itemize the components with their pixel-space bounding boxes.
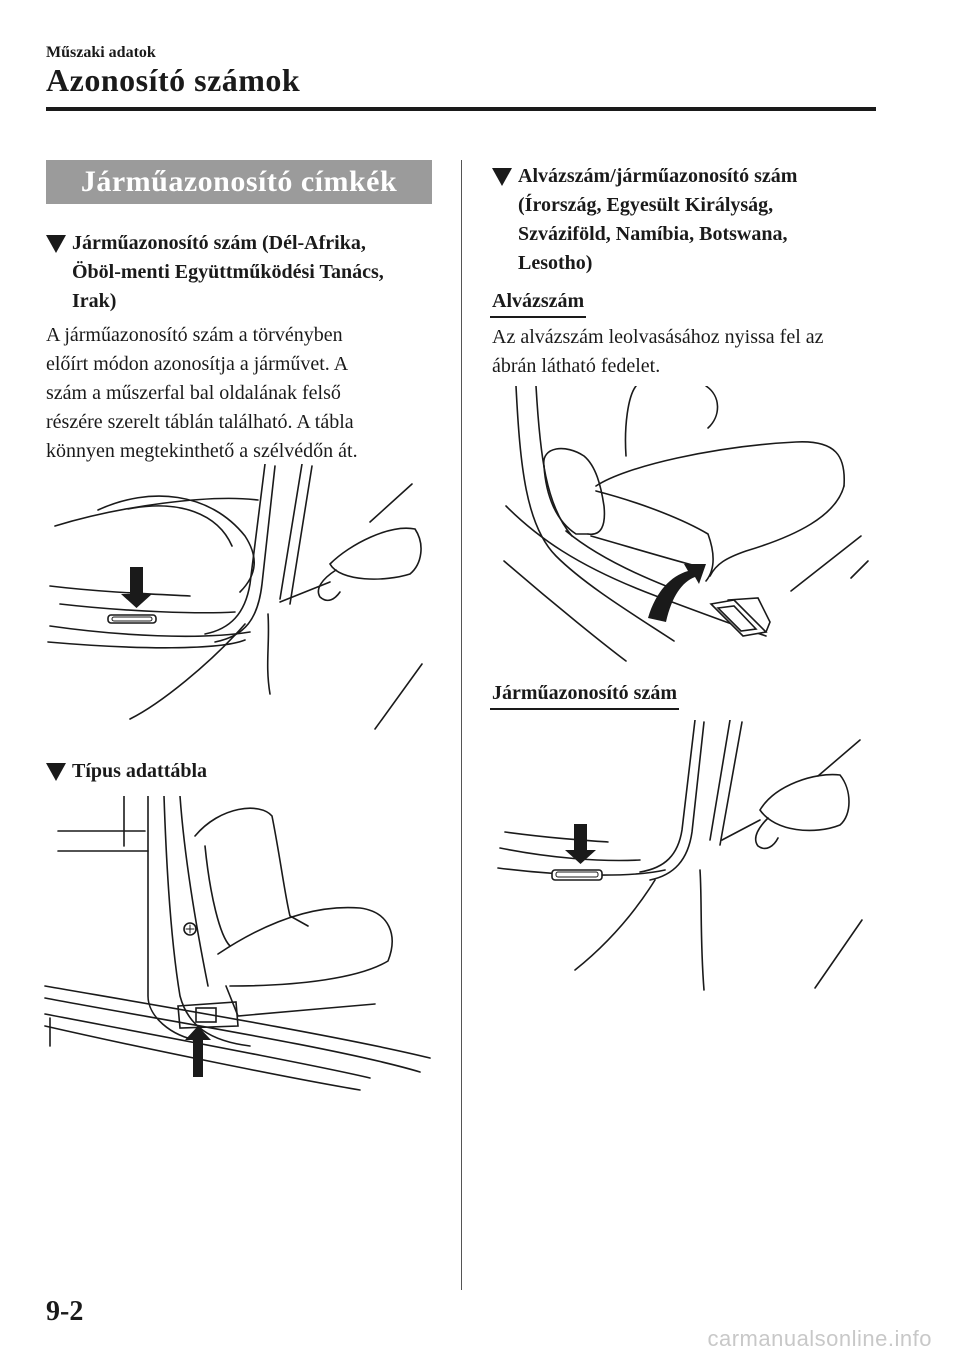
heading-line: Típus adattábla — [72, 760, 208, 782]
down-triangle-icon — [46, 763, 66, 781]
text-line: szám a műszerfal bal oldalának felső — [46, 382, 341, 404]
text-line: könnyen megtekinthető a szélvédőn át. — [46, 440, 358, 462]
column-divider — [461, 160, 462, 1290]
figure-dashboard-vin-right — [490, 720, 870, 1000]
text-line: A járműazonosító szám a törvényben — [46, 324, 343, 346]
heading-vin-south-africa — [46, 229, 446, 316]
arrow-icon — [121, 567, 152, 608]
text-line: részére szerelt táblán található. A tábla — [46, 411, 354, 433]
text-line: Az alvázszám leolvasásához nyissa fel az — [492, 326, 824, 348]
heading-line: Szváziföld, Namíbia, Botswana, — [518, 223, 788, 245]
figure-dashboard-vin — [40, 464, 440, 744]
text-line: ábrán látható fedelet. — [492, 355, 661, 377]
sub-label-vin: Járműazonosító szám — [490, 680, 679, 710]
page-number: 9-2 — [46, 1296, 84, 1327]
chassis-description — [492, 323, 902, 381]
heading-line: Öböl-menti Együttműködési Tanács, — [72, 261, 384, 283]
heading-line: Lesotho) — [518, 252, 593, 274]
down-triangle-icon — [46, 235, 66, 253]
watermark: carmanualsonline.info — [707, 1326, 932, 1351]
heading-type-plate — [46, 757, 446, 786]
section-label: Műszaki adatok — [46, 44, 156, 61]
down-triangle-icon — [492, 168, 512, 186]
heading-chassis-number — [492, 162, 892, 278]
title-rule — [46, 107, 876, 111]
section-banner: Járműazonosító címkék — [46, 160, 432, 204]
sub-label-chassis: Alvázszám — [490, 288, 586, 318]
heading-line: Irak) — [72, 290, 117, 312]
page-title: Azonosító számok — [46, 62, 301, 98]
figure-chassis-lid — [496, 386, 876, 666]
heading-line: Járműazonosító szám (Dél-Afrika, — [72, 232, 366, 254]
figure-type-plate — [40, 796, 440, 1106]
heading-line: (Írország, Egyesült Királyság, — [518, 194, 774, 216]
heading-line: Alvázszám/járműazonosító szám — [518, 165, 798, 187]
vin-description — [46, 321, 456, 466]
text-line: előírt módon azonosítja a járművet. A — [46, 353, 349, 375]
arrow-icon — [648, 564, 706, 622]
